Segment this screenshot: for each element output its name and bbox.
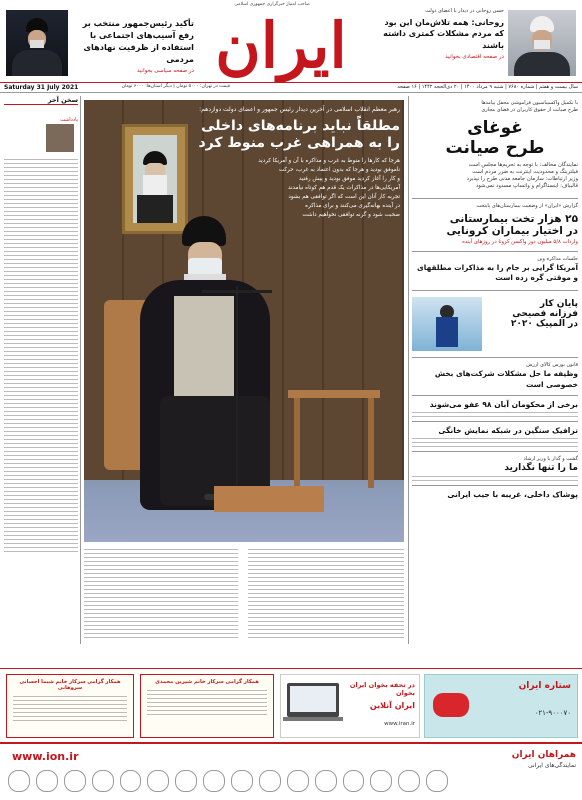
president-elect-photo — [6, 10, 68, 76]
top-left-headline[interactable]: تأکید رئیس‌جمهور منتخب بر رفع آسیب‌های اجتماعی با استفاده از ظرفیت نهادهای مردمی در صفحه سیاسی بخوانید — [82, 18, 194, 74]
story1-bullet-2: فیلترینگ و محدودیت اینترنت به ضرر مردم است — [472, 168, 578, 175]
column-title: سخن آخر — [4, 96, 78, 105]
column-byline: یادداشت — [60, 117, 78, 123]
star-iran-ad[interactable]: ستاره ایران ۰۲۱-۹۰۰۰۷۰ — [424, 674, 578, 738]
story8-kicker: گشت و گذار با وزیر ارشاد — [523, 456, 578, 463]
side-table — [288, 390, 380, 398]
footer-brand[interactable]: همراهان ایران نمایندگی‌های ایرانی — [511, 750, 576, 769]
top-right-headline[interactable]: حسن روحانی در دیدار با اعضای دولت روحانی: همه تلاش‌مان این بود که مردم مشکلات کمتری داشته باشند در صفحه اقتصادی بخوانید — [383, 8, 504, 60]
story7-headline[interactable]: ترافیک سنگین در شبکه نمایش خانگی — [438, 426, 578, 436]
sponsor-logos — [8, 768, 448, 794]
column-text — [4, 156, 78, 555]
masthead — [0, 0, 582, 92]
footer-bar — [0, 742, 582, 800]
lead-body-1: هرجا که کارها را منوط به غرب و مذاکره با آن و آمریکا کردید — [258, 158, 400, 165]
story3-headline[interactable]: آمریکا گرایی بر جام را به مذاکرات مطلقهای و موقتی گره زده است — [417, 262, 578, 283]
story2-kicker: گزارش «ایران» از وضعیت بیمارستان‌های پایتخت — [476, 203, 578, 210]
lead-continued-right — [248, 546, 404, 641]
sport-headline-2[interactable]: فرزانه فصیحی — [512, 309, 578, 320]
columnist-photo — [46, 124, 74, 152]
lead-headline-2: را به همراهی غرب منوط کرد — [198, 135, 400, 152]
footer-url[interactable]: www.ion.ir — [12, 750, 79, 763]
condolence-ad-1[interactable]: همکار گرامی سرکار خانم شیما احسانی سروهانی — [6, 674, 134, 738]
right-column — [412, 96, 578, 646]
story2-headline-2[interactable]: در اختیار بیماران کرونایی — [446, 224, 578, 237]
left-column — [4, 96, 78, 644]
story1-sub: طرح صیانت از حقوق کاربران در فضای مجازی — [481, 106, 578, 113]
dateline: سال بیست و هفتم | شماره ۷۶۸۰ | شنبه ۹ مرداد ۱۴۰۰ | ۲۰ ذی‌الحجه ۱۴۴۲ | ۱۶ صفحه — [397, 84, 578, 90]
story1-bullet-1: نمایندگان مخالف: با توجه به تحریم‌ها مجلس است — [468, 161, 578, 168]
story2-headline-1[interactable]: ۲۵ هزار تخت بیمارستانی — [449, 212, 578, 225]
phone-icon — [433, 693, 469, 717]
story3-kicker: جلسات مذاکره وین — [537, 255, 578, 262]
story1-headline-1[interactable]: غوغای — [467, 117, 523, 138]
story1-bullet-4: قالیباف: اینستاگرام و واتساپ مسدود نمی‌شود — [475, 182, 578, 189]
date-english: Saturday 31 July 2021 — [4, 84, 79, 91]
story6-headline[interactable]: برخی از محکومان آبان ۹۸ عفو می‌شوند — [429, 400, 578, 410]
price-line: قیمت در تهران: ۵۰۰۰ تومان | دیگر استان‌ها: ۶۰۰۰ تومان — [121, 84, 230, 89]
story5-kicker: قانون بورس کالای ارزش — [526, 362, 578, 369]
lead-continued-left — [84, 546, 238, 641]
lead-story[interactable] — [180, 106, 400, 220]
story9-headline[interactable]: پوشاک داخلی، غریبه با جیب ایرانی — [447, 490, 578, 499]
lead-body-5: تجربه کار آنان این است که اگر توافقی هم بشود — [288, 194, 400, 201]
condolence-ad-2[interactable]: همکار گرامی سرکار خانم شیرین محمدی — [140, 674, 274, 738]
lead-body-4: آمریکایی‌ها در مذاکرات یک قدم هم کوتاه نیامدند — [288, 185, 400, 192]
leader-figure — [130, 216, 280, 516]
athlete-photo — [412, 297, 482, 351]
story1-kicker: با تکمیل واکسیناسیون فراموشی محفل پیامدها — [481, 100, 578, 106]
lead-body-7: صحبت شود و گرنه توافقی نخواهیم داشت — [302, 212, 400, 219]
microphone-stand — [236, 286, 238, 496]
story8-headline[interactable]: ما را تنها نگذارید — [504, 463, 578, 473]
lead-body-6: در آینده بهانه‌گیری می‌کنند و برای مذاکره — [305, 203, 400, 210]
story2-sub: واردات ۵/۸ میلیون دوز واکسن کرونا در روزهای آینده — [462, 238, 578, 245]
story5-headline[interactable]: وظیفه ما حل مشکلات شرکت‌های بخش خصوصی است — [434, 368, 578, 389]
motto-top: صاحب امتیاز خبرگزاری جمهوری اسلامی — [234, 2, 310, 7]
lead-kicker: رهبر معظم انقلاب اسلامی در آخرین دیدار رئیس جمهور و اعضای دولت دوازدهم: — [199, 106, 400, 113]
story1-bullet-3: وزیر ارتباطات: سازمان جامعه مدنی طرح را نپذیرد — [466, 175, 578, 182]
laptop-icon — [287, 683, 339, 717]
sport-headline-3[interactable]: در المپیک ۲۰۲۰ — [510, 319, 578, 330]
newspaper-logo[interactable]: ایران — [215, 9, 347, 82]
lead-photo[interactable] — [84, 100, 404, 542]
sport-headline-1[interactable]: پایان کار — [539, 299, 578, 310]
iran-online-ad[interactable]: در تحفه بخوان ایران بخوان ایران آنلاین www.iran.ir — [280, 674, 420, 738]
lead-body-3: و کار را آغاز کردید موفق بودید و پیش رفتید — [298, 176, 400, 183]
lead-headline-1: مطلقاً نباید برنامه‌های داخلی — [201, 118, 400, 135]
rouhani-photo — [508, 10, 576, 76]
lead-body-2: ناموفق بودید و هرجا که بدون اعتماد به غرب، حرکت — [278, 167, 400, 174]
story1-headline-2[interactable]: طرح صیانت — [445, 137, 545, 158]
